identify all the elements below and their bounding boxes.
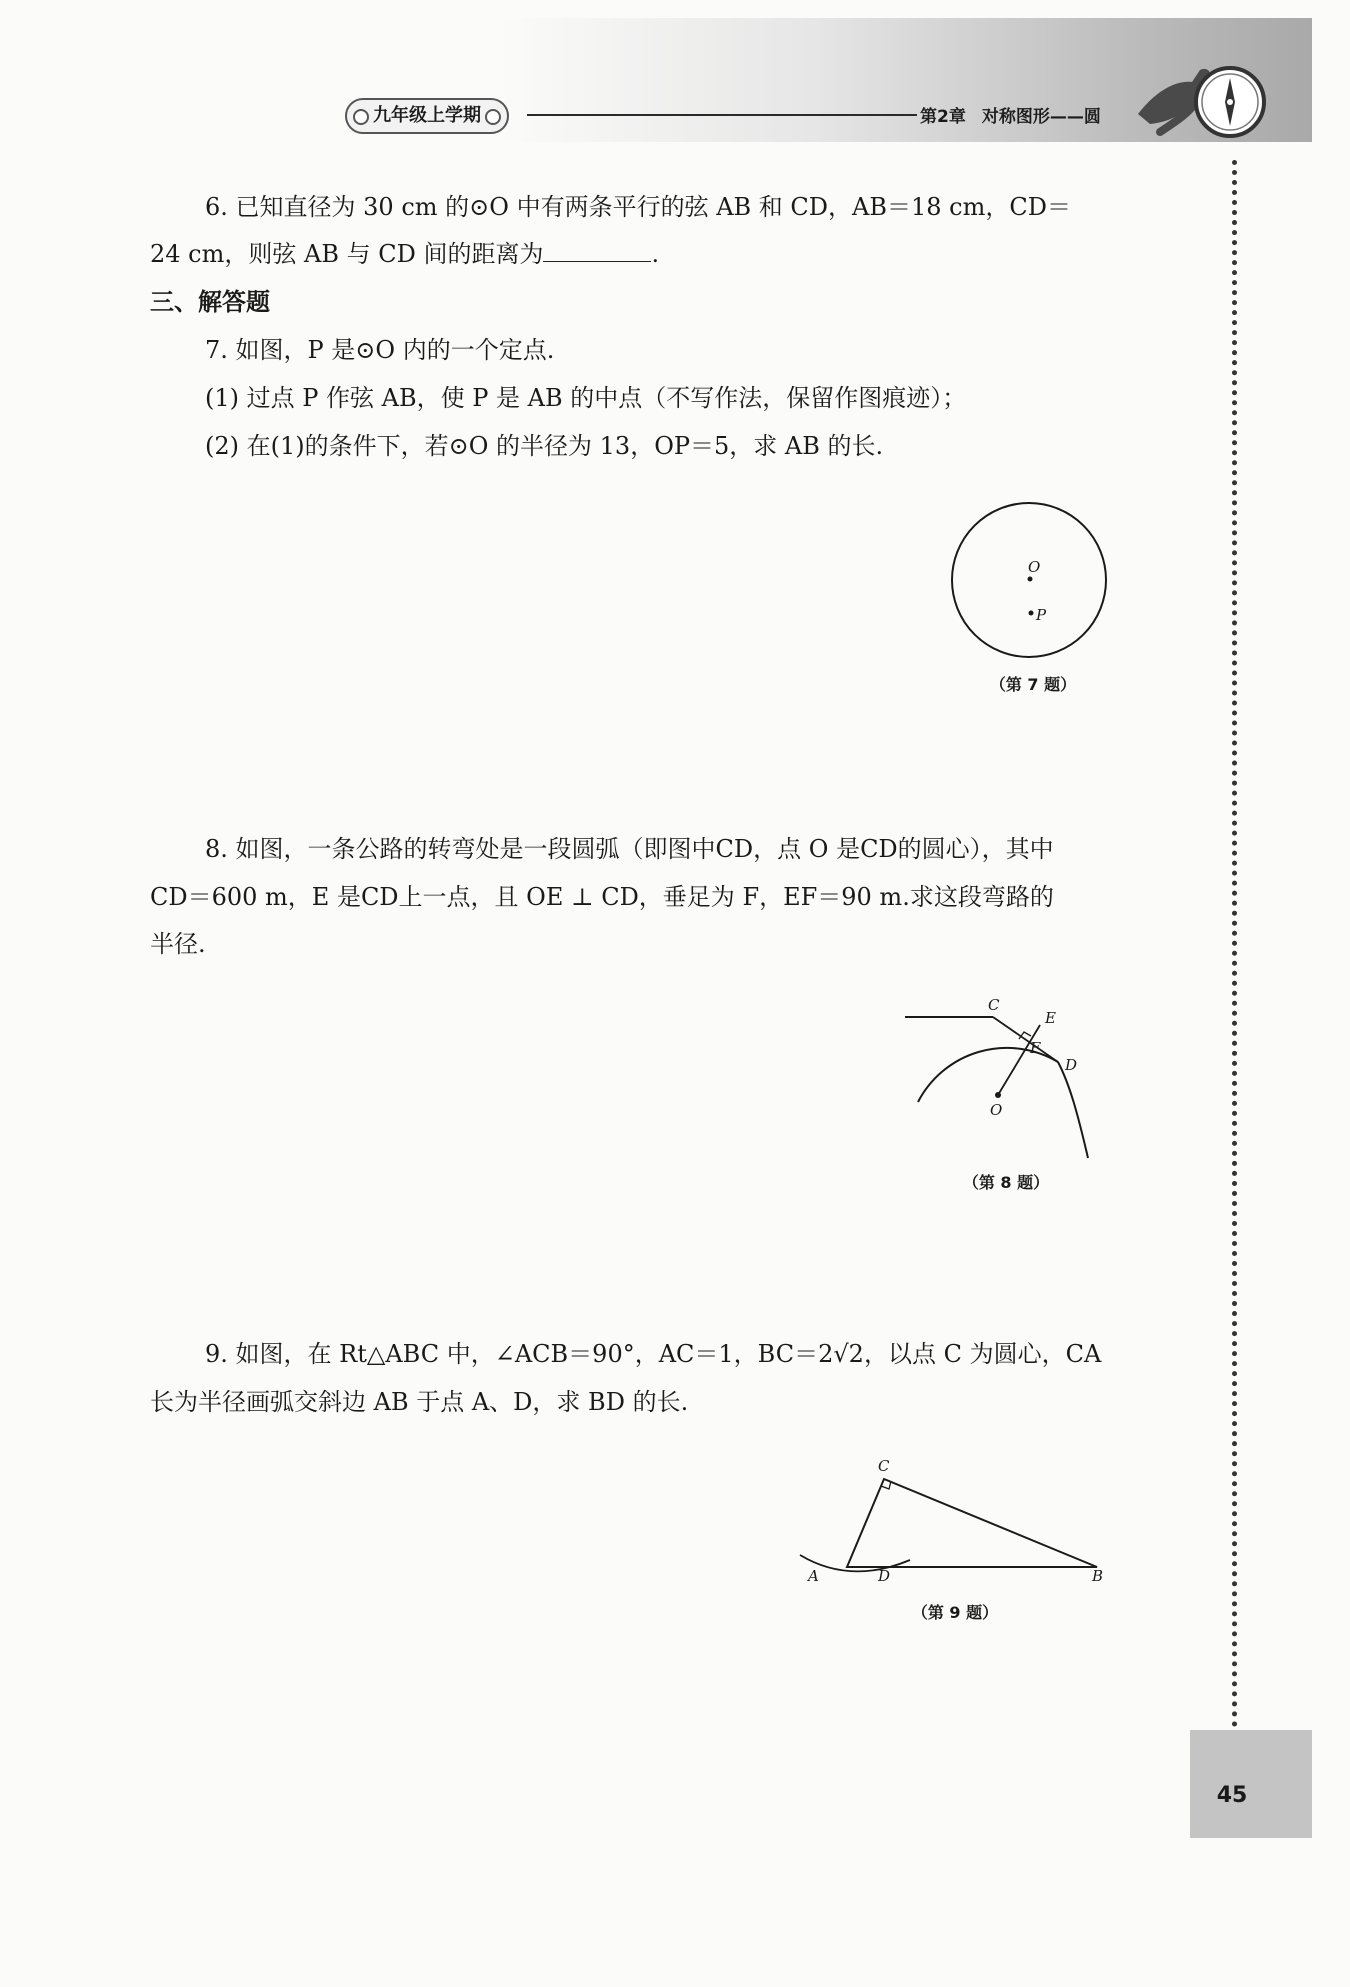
page-number: 45 — [1216, 1783, 1248, 1808]
q7-stem: 7. 如图，P 是⊙O 内的一个定点. — [205, 336, 555, 364]
q9-caption: （第 9 题） — [911, 1603, 999, 1622]
label-o: O — [990, 1101, 1003, 1119]
right-angle-mark — [1019, 1032, 1031, 1039]
q7-part-2: (2) 在(1)的条件下，若⊙O 的半径为 13，OP＝5，求 AB 的长. — [205, 432, 884, 460]
label-d: D — [878, 1567, 891, 1585]
q8-caption: （第 8 题） — [962, 1173, 1050, 1192]
label-b: B — [1092, 1567, 1104, 1585]
q7-caption: （第 7 题） — [989, 675, 1077, 694]
point-o — [1028, 577, 1033, 582]
road-tangent-bottom — [1058, 1062, 1088, 1158]
label-f: F — [1030, 1039, 1041, 1057]
grade-label: 九年级上学期 — [345, 98, 509, 134]
label-o: O — [1028, 558, 1041, 576]
q7-part-1: (1) 过点 P 作弦 AB，使 P 是 AB 的中点（不写作法，保留作图痕迹）； — [205, 384, 967, 412]
section-title: 三、解答题 — [150, 288, 270, 316]
q8-line-2: CD＝600 m，E 是CD上一点，且 OE ⊥ CD，垂足为 F，EF＝90 m.求这段弯路的 — [150, 883, 1054, 911]
point-p — [1029, 611, 1034, 616]
q8-figure — [900, 990, 1120, 1160]
chapter-number: 第2章 — [920, 107, 966, 127]
q9-line-2: 长为半径画弧交斜边 AB 于点 A、D，求 BD 的长. — [150, 1388, 689, 1416]
answer-blank[interactable] — [543, 231, 651, 262]
triangle-abc — [847, 1479, 1097, 1567]
label-c: C — [988, 996, 1000, 1014]
label-c: C — [878, 1457, 890, 1475]
q6-line-2-end: . — [651, 240, 660, 268]
label-a: A — [808, 1567, 819, 1585]
q9-line-1: 9. 如图，在 Rt△ABC 中，∠ACB＝90°，AC＝1，BC＝2√2，以点 C 为圆心，CA — [205, 1340, 1102, 1368]
q6-line-1: 6. 已知直径为 30 cm 的⊙O 中有两条平行的弦 AB 和 CD，AB＝18 cm，CD＝ — [205, 193, 1071, 221]
q6-line-2 — [150, 230, 659, 278]
q7-figure — [945, 495, 1115, 665]
q8-line-1: 8. 如图，一条公路的转弯处是一段圆弧（即图中CD，点 O 是CD的圆心），其中 — [205, 835, 1054, 863]
label-e: E — [1045, 1009, 1056, 1027]
q8-line-3: 半径. — [150, 930, 206, 958]
point-o — [995, 1092, 1001, 1098]
q9-figure — [790, 1455, 1120, 1585]
chapter-heading — [920, 102, 1117, 127]
q6-line-2-text: 24 cm，则弦 AB 与 CD 间的距离为 — [150, 240, 544, 268]
header-rule — [527, 114, 917, 116]
label-p: P — [1036, 606, 1047, 624]
runner-compass-icon — [1130, 52, 1270, 152]
chapter-title: 对称图形——圆 — [981, 107, 1101, 127]
margin-dotted-line — [1232, 160, 1237, 1728]
label-d: D — [1065, 1056, 1078, 1074]
